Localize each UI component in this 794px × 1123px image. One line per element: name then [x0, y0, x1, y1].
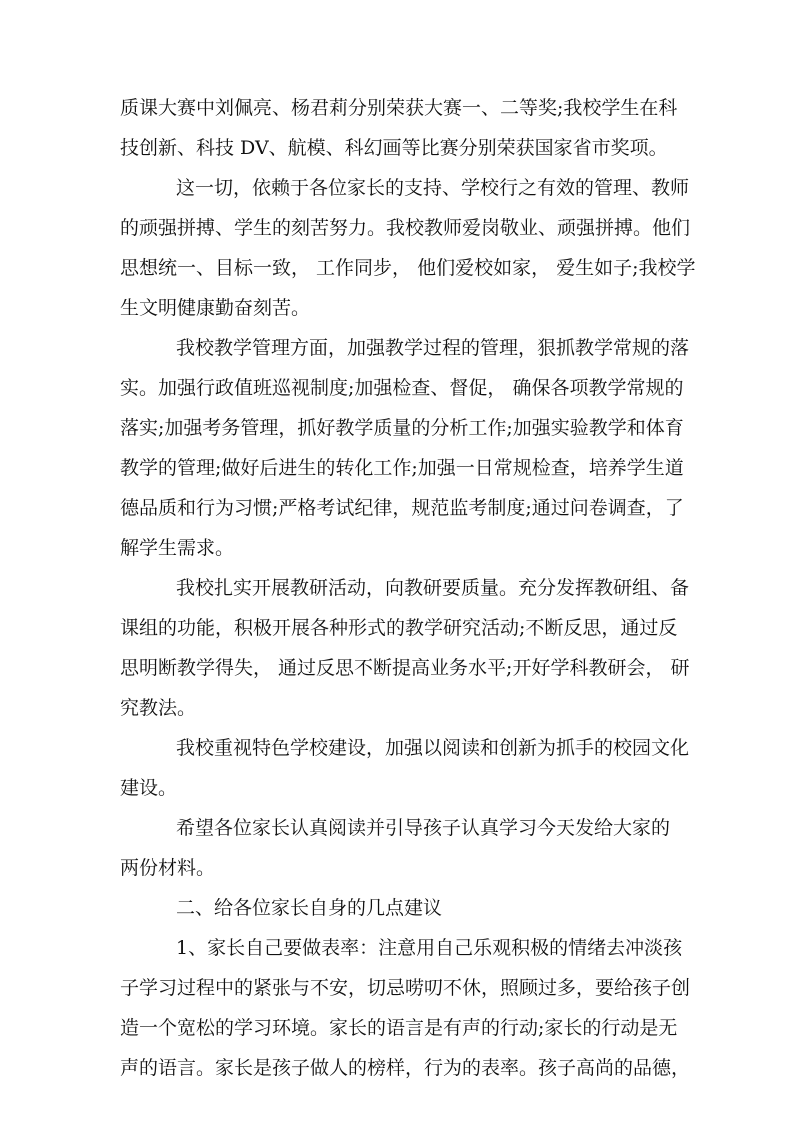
text-line: 落实;加强考务管理，抓好教学质量的分析工作;加强实验教学和体育	[120, 417, 684, 439]
text-line: 子学习过程中的紧张与不安，切忌唠叨不休，照顾过多，要给孩子创	[120, 977, 691, 999]
text-line: 质课大赛中刘佩亮、杨君莉分别荣获大赛一、二等奖;我校学生在科	[120, 97, 678, 119]
text-line: 教学的管理;做好后进生的转化工作;加强一日常规检查，培养学生道	[120, 457, 684, 479]
text-line: 造一个宽松的学习环境。家长的语言是有声的行动;家长的行动是无	[120, 1017, 678, 1039]
paragraph-start: 希望各位家长认真阅读并引导孩子认真学习今天发给大家的	[176, 817, 671, 839]
section-heading: 二、给各位家长自身的几点建议	[176, 897, 443, 919]
text-line: 德品质和行为习惯;严格考试纪律，规范监考制度;通过问卷调查，了	[120, 497, 684, 519]
paragraph-start: 我校教学管理方面，加强教学过程的管理，狠抓教学常规的落	[176, 337, 690, 359]
text-line: 建设。	[120, 777, 178, 799]
text-line: 的顽强拼搏、学生的刻苦努力。我校教师爱岗敬业、顽强拼搏。他们	[120, 217, 691, 239]
text-line: 实。加强行政值班巡视制度;加强检查、督促， 确保各项教学常规的	[120, 377, 684, 399]
text-line: 思明断教学得失， 通过反思不断提高业务水平;开好学科教研会， 研	[120, 657, 690, 679]
text-line: 技创新、科技 DV、航模、科幻画等比赛分别荣获国家省市奖项。	[120, 137, 668, 159]
text-line: 解学生需求。	[120, 537, 235, 559]
paragraph-start: 我校重视特色学校建设，加强以阅读和创新为抓手的校园文化	[176, 737, 690, 759]
text-line: 两份材料。	[120, 857, 216, 879]
paragraph-start: 我校扎实开展教研活动，向教研要质量。充分发挥教研组、备	[176, 577, 690, 599]
text-line: 生文明健康勤奋刻苦。	[120, 297, 311, 319]
text-line: 声的语言。家长是孩子做人的榜样，行为的表率。孩子高尚的品德，	[120, 1057, 691, 1079]
paragraph-start: 这一切，依赖于各位家长的支持、学校行之有效的管理、教师	[176, 177, 690, 199]
document-body	[120, 88, 696, 1088]
paragraph-start: 1、家长自己要做表率：注意用自己乐观积极的情绪去冲淡孩	[176, 937, 683, 959]
text-line: 课组的功能，积极开展各种形式的教学研究活动;不断反思，通过反	[120, 617, 678, 639]
text-line: 究教法。	[120, 697, 197, 719]
text-line: 思想统一、目标一致， 工作同步， 他们爱校如家， 爱生如子;我校学	[120, 257, 696, 279]
